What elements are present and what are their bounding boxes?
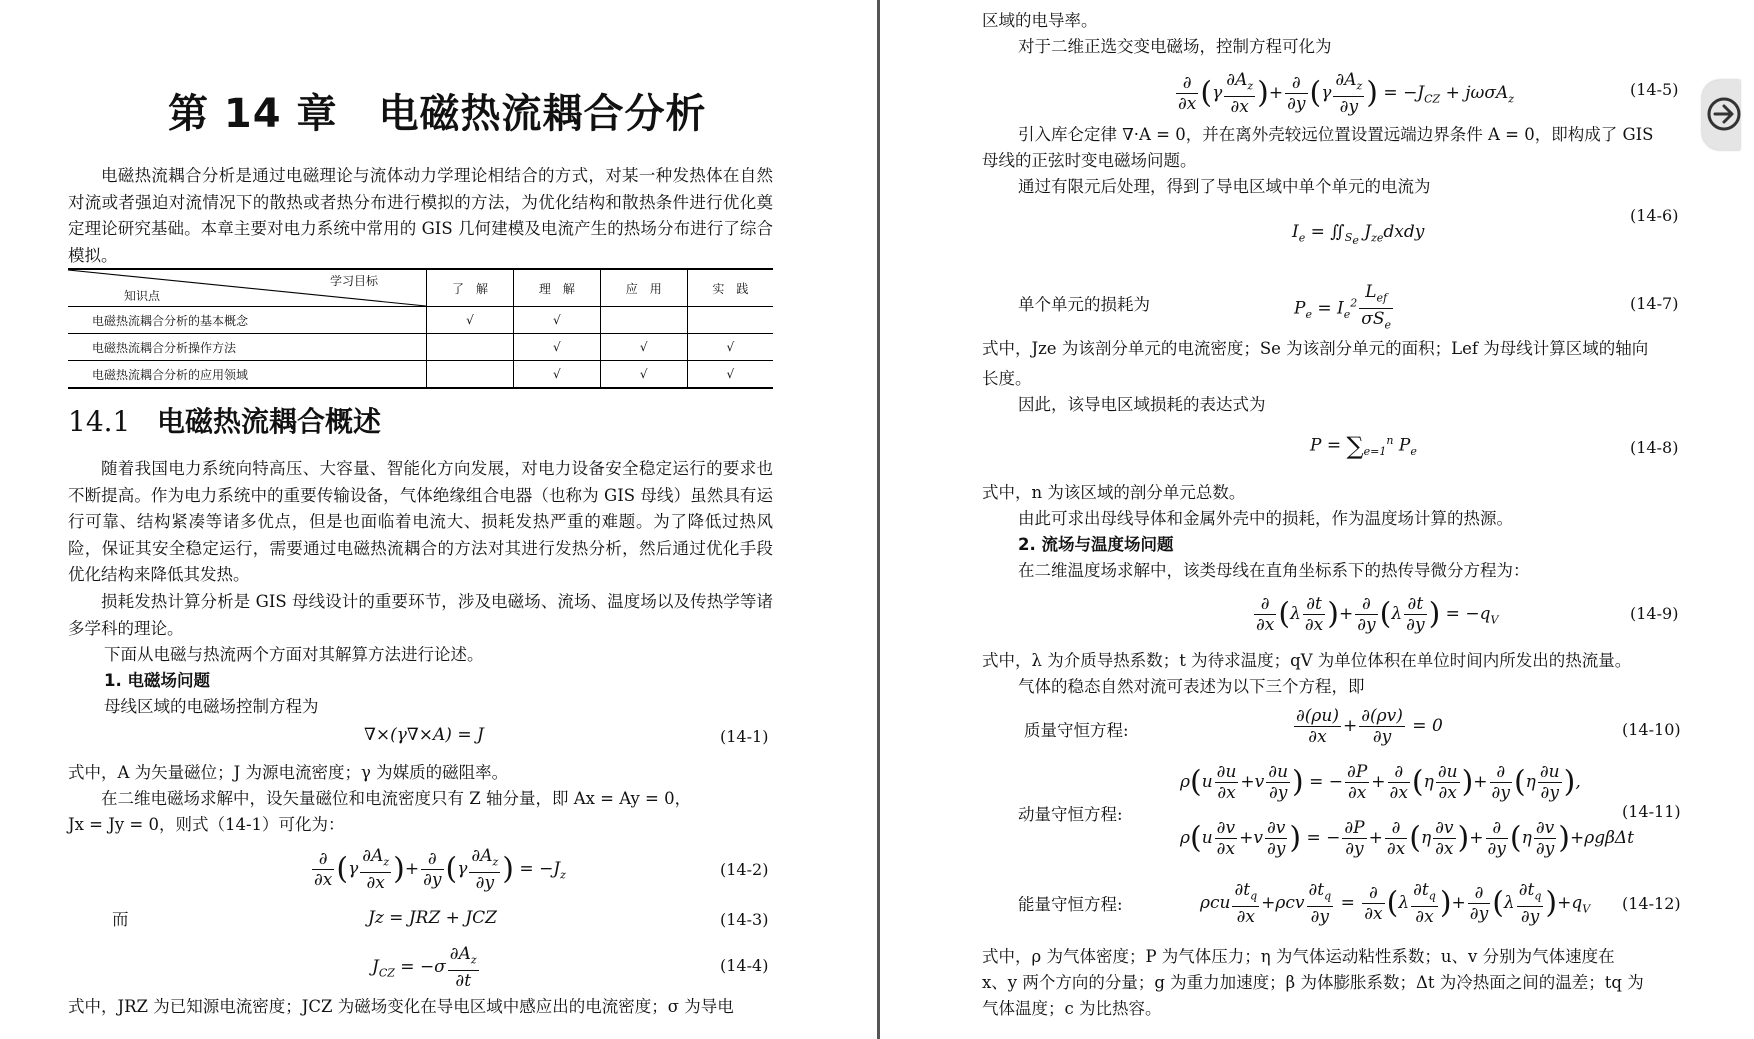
right-line-3: 引入库仑定律 ∇·A = 0，并在离外壳较远位置设置远端边界条件 A = 0，即构成了 GIS xyxy=(1018,125,1654,144)
equation-number: (14-5) xyxy=(1630,80,1679,99)
intro-paragraph: 电磁热流耦合分析是通过电磁理论与流体动力学理论相结合的方式，对某一种发热体在自然对流或者强迫对流情况下的散热或者热分布进行模拟的方法，为优化结构和散热条件进行优化奠定理论研究基础。本章主要对电力系统中常用的 GIS 几何建模及电流产生的热场分布进行了综合模拟。 xyxy=(68,166,773,265)
table-col-header: 理 解 xyxy=(513,269,600,307)
equation-14-9: $\frac{\partial}{\partial x}$ (λ $\frac{\partial t}{\partial x}$ )+ $\frac{\partial}{\partial y}$ (λ $\frac{\partial t}{\partial y}$ ) = $-q_V$ xyxy=(1256,594,1499,635)
equation-14-11b: ρ(u $\frac{\partial v}{\partial x}$ +v $\frac{\partial v}{\partial y}$ ) = − $\frac{\partial P}{\partial y}$ + $\frac{\partial}{\partial x}$ (η $\frac{\partial v}{\partial x}$ )+ $\frac{\partial}{\partial y}$ (η $\frac{\partial v}{\partial y}$ )+ρgβΔt xyxy=(1180,818,1635,859)
equation-number: (14-1) xyxy=(720,727,769,746)
right-line-7: 长度。 xyxy=(982,369,1032,388)
paragraph-1: 随着我国电力系统向特高压、大容量、智能化方向发展，对电力设备安全稳定运行的要求也不断提高。作为电力系统中的重要传输设备，气体绝缘组合电器（也称为 GIS 母线）虽然具有运行可靠、结构紧凑等诸多优点，但是也面临着电流大、损耗发热严重的难题。为了降低过热风险，保证其安全稳定运行，需要通过电磁热流耦合的方法对其进行发热分析，然后通过优化手段优化结构来降低其发热。 xyxy=(68,459,773,584)
right-line-5: 通过有限元后处理，得到了导电区域中单个单元的电流为 xyxy=(1018,177,1431,196)
table-corner-top: 学习目标 xyxy=(329,274,378,288)
paragraph-5: 式中，A 为矢量磁位；J 为源电流密度；γ 为媒质的磁阻率。 xyxy=(68,763,509,782)
next-arrow-icon xyxy=(1706,96,1742,132)
table-row xyxy=(68,361,773,389)
right-line-16: 气体温度；c 为比热容。 xyxy=(982,999,1162,1018)
learning-goals-table xyxy=(68,268,773,389)
equation-number: (14-4) xyxy=(720,956,769,975)
table-row-label: 电磁热流耦合分析的基本概念 xyxy=(68,307,427,334)
table-cell xyxy=(427,361,514,389)
right-line-1: 区域的电导率。 xyxy=(982,11,1098,30)
paragraph-7: 式中，JRZ 为已知源电流密度；JCZ 为磁场变化在导电区域中感应出的电流密度；σ 为导电 xyxy=(68,997,734,1016)
section-number: 14.1 xyxy=(68,405,131,438)
right-line-6: 式中，Jze 为该剖分单元的电流密度；Se 为该剖分单元的面积；Lef 为母线计算区域的轴向 xyxy=(982,339,1649,358)
equation-14-2: $\frac{\partial}{\partial x}$ (γ $\frac{\partial A_z}{\partial x}$ )+ $\frac{\partial}{\partial y}$ (γ $\frac{\partial A_z}{\partial y}$ ) = $-J_z$ xyxy=(314,846,566,894)
right-line-4: 母线的正弦时变电磁场问题。 xyxy=(982,151,1197,170)
right-line-14: 式中，ρ 为气体密度；P 为气体压力；η 为气体运动粘性系数；u、v 分别为气体速度在 xyxy=(982,947,1615,966)
table-corner-bottom: 知识点 xyxy=(124,289,161,303)
table-row xyxy=(68,307,773,334)
equation-14-4: $J_{CZ} = -\sigma$ $\frac{\partial A_z}{\partial t}$ xyxy=(372,944,477,992)
equation-number: (14-2) xyxy=(720,860,769,879)
right-line-9: 式中，n 为该区域的剖分单元总数。 xyxy=(982,483,1246,502)
right-line-15: x、y 两个方向的分量；g 为重力加速度；β 为体膨胀系数；Δt 为冷热面之间的温差；tq 为 xyxy=(982,973,1644,992)
next-page-button[interactable] xyxy=(1702,80,1740,150)
equation-14-10: $\frac{\partial(\rho u)}{\partial x}$ + $\frac{\partial(\rho v)}{\partial y}$ = 0 xyxy=(1296,706,1443,747)
right-line-10: 由此可求出母线导体和金属外壳中的损耗，作为温度场计算的热源。 xyxy=(1018,509,1513,528)
right-line-12: 式中，λ 为介质导热系数；t 为待求温度；qV 为单位体积在单位时间内所发出的热流量。 xyxy=(982,651,1632,670)
chapter-title: 第 14 章 电磁热流耦合分析 xyxy=(168,91,707,137)
table-row xyxy=(68,334,773,361)
equation-number: (14-9) xyxy=(1630,604,1679,623)
page-divider xyxy=(877,0,880,1039)
subheading-flow: 2. 流场与温度场问题 xyxy=(1018,535,1174,554)
equation-number: (14-10) xyxy=(1622,720,1681,739)
table-cell: √ xyxy=(513,334,600,361)
table-cell: √ xyxy=(687,334,773,361)
right-line-2: 对于二维正选交变电磁场，控制方程可化为 xyxy=(1018,37,1332,56)
equation-14-12: ρcu $\frac{\partial t_q}{\partial x}$ +ρcv $\frac{\partial t_q}{\partial y}$ = $\frac{\partial}{\partial x}$ (λ $\frac{\partial t_q}{\partial x}$ )+ $\frac{\partial}{\partial y}$ (λ $\frac{\partial t_q}{\partial y}$ )$+q_V$ xyxy=(1200,880,1591,928)
paragraph-2: 损耗发热计算分析是 GIS 母线设计的重要环节，涉及电磁场、流场、温度场以及传热学等诸多学科的理论。 xyxy=(68,592,773,638)
table-col-header: 了 解 xyxy=(427,269,514,307)
eq7-label: 单个单元的损耗为 xyxy=(1018,295,1150,314)
section-heading xyxy=(68,400,381,440)
table-corner-cell xyxy=(68,269,427,307)
equation-14-8: $P = \sum_{e=1}^n$ $P_e$ xyxy=(1310,432,1417,460)
equation-14-3: Jz = JRZ + JCZ xyxy=(368,908,497,928)
table-cell: √ xyxy=(600,361,687,389)
table-col-header: 应 用 xyxy=(600,269,687,307)
table-cell: √ xyxy=(427,307,514,334)
right-line-11: 在二维温度场求解中，该类母线在直角坐标系下的热传导微分方程为： xyxy=(1018,561,1530,580)
table-row-label: 电磁热流耦合分析操作方法 xyxy=(68,334,427,361)
table-cell: √ xyxy=(513,361,600,389)
equation-prefix: 而 xyxy=(112,910,129,929)
mass-label: 质量守恒方程: xyxy=(1024,721,1129,740)
equation-14-5: $\frac{\partial}{\partial x}$ (γ $\frac{\partial A_z}{\partial x}$ )+ $\frac{\partial}{\partial y}$ (γ $\frac{\partial A_z}{\partial y}$ ) = $-J_{CZ} + j\omega\sigma A_z$ xyxy=(1178,70,1515,118)
paragraph-3: 下面从电磁与热流两个方面对其解算方法进行论述。 xyxy=(104,645,484,664)
table-cell xyxy=(687,307,773,334)
table-col-header: 实 践 xyxy=(687,269,773,307)
table-row-label: 电磁热流耦合分析的应用领域 xyxy=(68,361,427,389)
paragraph-4: 母线区域的电磁场控制方程为 xyxy=(104,697,319,716)
paragraph-6a: 在二维电磁场求解中，设矢量磁位和电流密度只有 Z 轴分量，即 Ax = Ay = 0， xyxy=(101,789,692,808)
right-line-13: 气体的稳态自然对流可表述为以下三个方程，即 xyxy=(1018,677,1365,696)
section-title: 电磁热流耦合概述 xyxy=(157,405,382,438)
equation-14-6: $I_e$ = $∬_{S_e}$ $J_{ze}dxdy$ xyxy=(1292,222,1425,248)
equation-number: (14-7) xyxy=(1630,294,1679,313)
paragraph-6b: Jx = Jy = 0，则式（14-1）可化为： xyxy=(68,815,345,834)
equation-number: (14-6) xyxy=(1630,206,1679,225)
table-cell: √ xyxy=(600,334,687,361)
equation-14-11a: ρ(u $\frac{\partial u}{\partial x}$ +v $\frac{\partial u}{\partial y}$ ) = − $\frac{\partial P}{\partial x}$ + $\frac{\partial}{\partial x}$ (η $\frac{\partial u}{\partial x}$ )+ $\frac{\partial}{\partial y}$ (η $\frac{\partial u}{\partial y}$ ), xyxy=(1180,762,1581,803)
energy-label: 能量守恒方程: xyxy=(1018,895,1123,914)
right-line-8: 因此，该导电区域损耗的表达式为 xyxy=(1018,395,1266,414)
momentum-label: 动量守恒方程: xyxy=(1018,805,1123,824)
table-cell: √ xyxy=(513,307,600,334)
right-page xyxy=(882,0,1754,1039)
equation-number: (14-12) xyxy=(1622,894,1681,913)
equation-14-1: ∇×(γ∇×A) = J xyxy=(364,725,484,745)
table-cell: √ xyxy=(687,361,773,389)
subheading-em: 1. 电磁场问题 xyxy=(104,671,210,690)
equation-number: (14-3) xyxy=(720,910,769,929)
table-cell xyxy=(427,334,514,361)
equation-14-7: $P_e = I_e^2$ $\frac{L_{ef}}{\sigma S_e}$ xyxy=(1294,282,1395,336)
equation-number: (14-8) xyxy=(1630,438,1679,457)
table-cell xyxy=(600,307,687,334)
equation-number: (14-11) xyxy=(1622,802,1681,821)
